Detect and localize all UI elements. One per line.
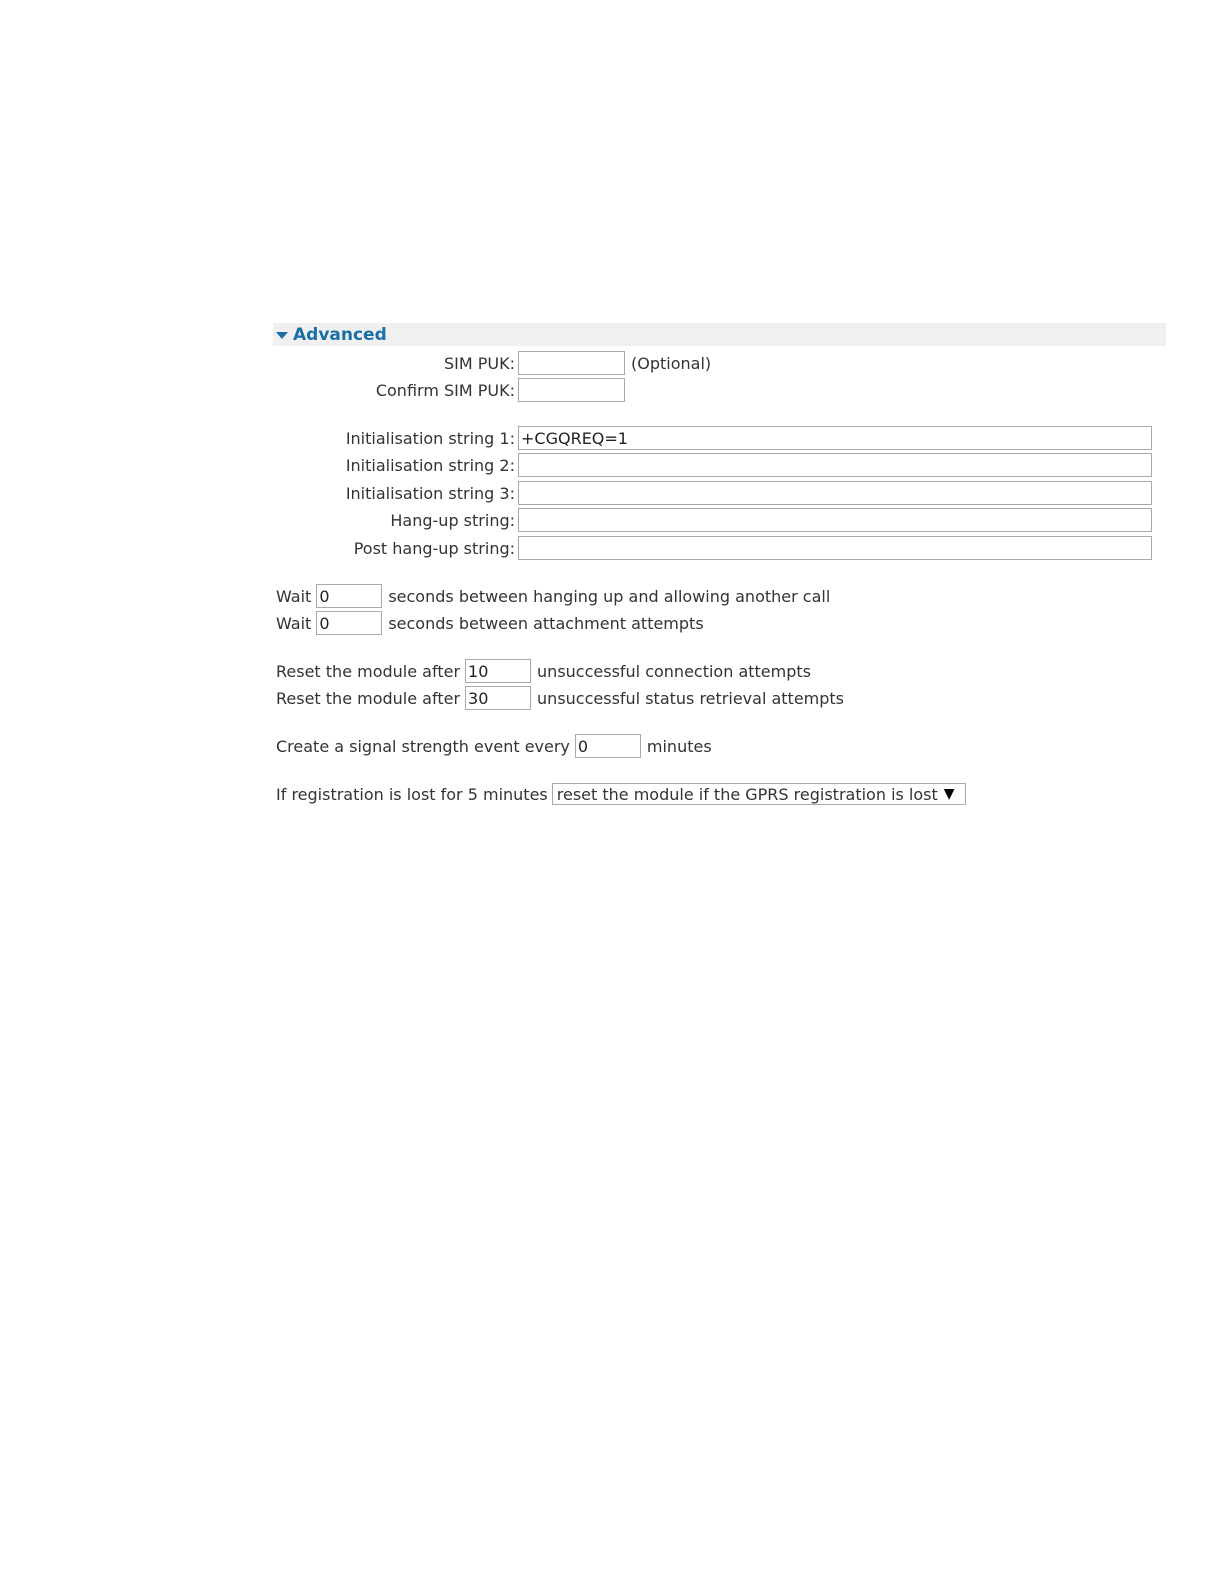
reset-status-input[interactable] — [465, 686, 531, 710]
init-string-1-row — [273, 425, 1152, 451]
signal-strength-row — [276, 733, 712, 759]
caret-down-icon — [276, 332, 288, 339]
wait-hangup-prefix: Wait — [276, 586, 312, 606]
registration-selected-value: reset the module if the GPRS registration is lost — [556, 784, 938, 804]
reset-connection-input[interactable] — [465, 659, 531, 683]
registration-prefix: If registration is lost for 5 minutes — [276, 784, 548, 804]
init-string-3-input[interactable] — [518, 481, 1152, 505]
wait-attach-prefix: Wait — [276, 613, 312, 633]
registration-row — [276, 781, 966, 807]
wait-hangup-suffix: seconds between hanging up and allowing another call — [388, 586, 831, 606]
post-hang-up-string-input[interactable] — [518, 536, 1152, 560]
init-string-1-label: Initialisation string 1: — [345, 428, 515, 448]
wait-hangup-row — [276, 583, 830, 609]
reset-connection-row — [276, 658, 811, 684]
dropdown-arrow-icon: ▼ — [943, 786, 955, 802]
init-string-1-input[interactable] — [518, 426, 1152, 450]
confirm-sim-puk-input[interactable] — [518, 378, 625, 402]
sim-puk-label: SIM PUK: — [443, 353, 515, 373]
wait-attach-row — [276, 610, 704, 636]
reset-status-prefix: Reset the module after — [276, 688, 461, 708]
init-string-2-label: Initialisation string 2: — [345, 455, 515, 475]
advanced-section-toggle[interactable] — [273, 323, 1166, 346]
hang-up-string-row — [273, 507, 1152, 533]
init-string-2-row — [273, 452, 1152, 478]
signal-strength-suffix: minutes — [646, 736, 712, 756]
wait-hangup-input[interactable] — [316, 584, 382, 608]
wait-attach-input[interactable] — [316, 611, 382, 635]
post-hang-up-string-label: Post hang-up string: — [353, 538, 515, 558]
section-title: Advanced — [293, 324, 387, 345]
init-string-3-label: Initialisation string 3: — [345, 483, 515, 503]
sim-puk-row — [273, 350, 711, 376]
hang-up-string-input[interactable] — [518, 508, 1152, 532]
optional-note: (Optional) — [631, 353, 712, 373]
confirm-sim-puk-label: Confirm SIM PUK: — [375, 380, 515, 400]
advanced-panel — [273, 323, 1166, 346]
reset-connection-suffix: unsuccessful connection attempts — [537, 661, 811, 681]
reset-status-row — [276, 685, 844, 711]
init-string-3-row — [273, 480, 1152, 506]
signal-strength-prefix: Create a signal strength event every — [276, 736, 570, 756]
reset-status-suffix: unsuccessful status retrieval attempts — [537, 688, 845, 708]
init-string-2-input[interactable] — [518, 453, 1152, 477]
hang-up-string-label: Hang-up string: — [390, 510, 515, 530]
reset-connection-prefix: Reset the module after — [276, 661, 461, 681]
wait-attach-suffix: seconds between attachment attempts — [388, 613, 704, 633]
registration-action-select[interactable] — [552, 783, 966, 805]
sim-puk-input[interactable] — [518, 351, 625, 375]
post-hang-up-string-row — [273, 535, 1152, 561]
signal-strength-input[interactable] — [575, 734, 641, 758]
confirm-sim-puk-row — [273, 377, 625, 403]
